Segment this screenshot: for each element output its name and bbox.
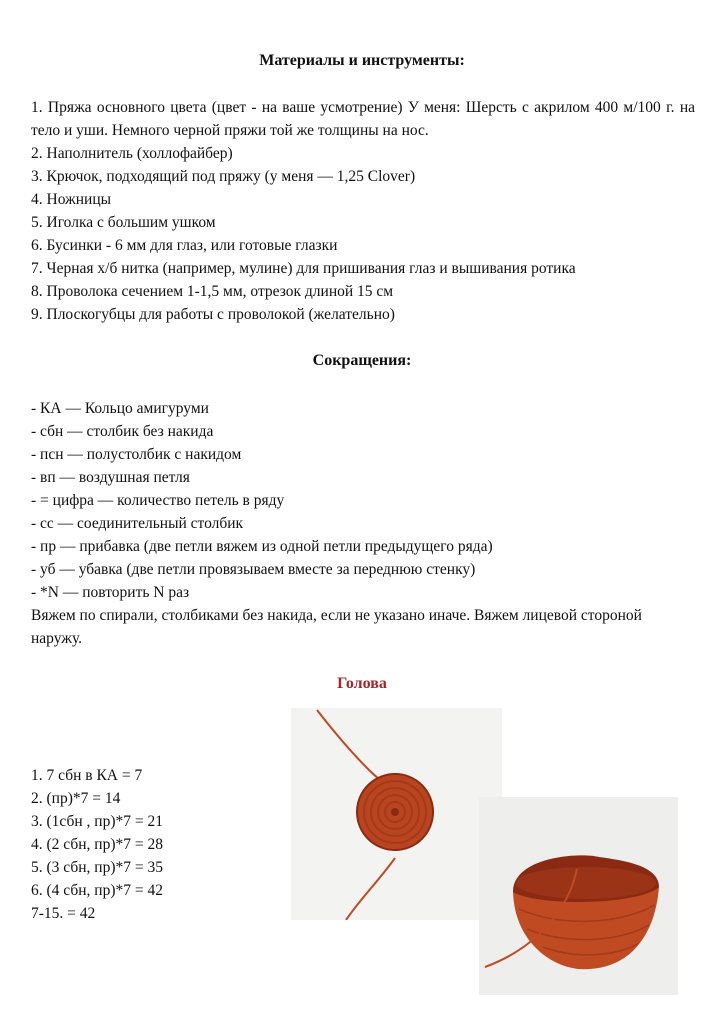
abbreviation-item: - псн — полустолбик с накидом: [31, 446, 242, 463]
crochet-circle-photo: [291, 708, 502, 920]
crochet-head-cup-photo: [479, 797, 678, 995]
materials-item: 8. Проволока сечением 1-1,5 мм, отрезок длиной 15 см: [31, 283, 394, 300]
materials-item: 9. Плоскогубцы для работы с проволокой (желательно): [31, 306, 395, 323]
pattern-row: 1. 7 сбн в КА = 7: [31, 767, 143, 784]
abbreviations-list: [31, 397, 695, 650]
pattern-row: 7-15. = 42: [31, 905, 96, 922]
abbreviation-item: - *N — повторить N раз: [31, 584, 190, 601]
pattern-row: 6. (4 сбн, пр)*7 = 42: [31, 882, 163, 899]
abbreviation-item: - уб — убавка (две петли провязываем вместе за переднюю стенку): [31, 561, 476, 578]
materials-heading: Материалы и инструменты:: [259, 52, 465, 69]
knitting-note: Вяжем по спирали, столбиками без накида, если не указано иначе. Вяжем лицевой стороной наружу.: [31, 607, 642, 647]
pattern-row: 2. (пр)*7 = 14: [31, 790, 121, 807]
abbreviation-item: - сбн — столбик без накида: [31, 423, 214, 440]
materials-item: 1. Пряжа основного цвета (цвет - на ваше усмотрение) У меня: Шерсть с акрилом 400 м/100 г. на тело и уши. Немного черной пряжи той же толщины на нос.: [31, 99, 695, 139]
head-section-heading: Голова: [337, 675, 387, 692]
materials-item: 7. Черная х/б нитка (например, мулине) для пришивания глаз и вышивания ротика: [31, 260, 576, 277]
head-rows-list: [31, 764, 163, 925]
abbreviation-item: - пр — прибавка (две петли вяжем из одной петли предыдущего ряда): [31, 538, 493, 555]
abbreviation-item: - сс — соединительный столбик: [31, 515, 244, 532]
pattern-row: 4. (2 сбн, пр)*7 = 28: [31, 836, 163, 853]
materials-list: [31, 96, 695, 326]
abbreviation-item: - = цифра — количество петель в ряду: [31, 492, 285, 509]
materials-item: 2. Наполнитель (холлофайбер): [31, 145, 233, 162]
abbreviation-item: - КА — Кольцо амигуруми: [31, 400, 209, 417]
abbreviation-item: - вп — воздушная петля: [31, 469, 190, 486]
materials-item: 5. Иголка с большим ушком: [31, 214, 216, 231]
materials-item: 4. Ножницы: [31, 191, 112, 208]
pattern-row: 3. (1сбн , пр)*7 = 21: [31, 813, 163, 830]
materials-item: 6. Бусинки - 6 мм для глаз, или готовые глазки: [31, 237, 338, 254]
pattern-row: 5. (3 сбн, пр)*7 = 35: [31, 859, 163, 876]
abbreviations-heading: Сокращения:: [312, 352, 412, 369]
materials-item: 3. Крючок, подходящий под пряжу (у меня — 1,25 Clover): [31, 168, 416, 185]
